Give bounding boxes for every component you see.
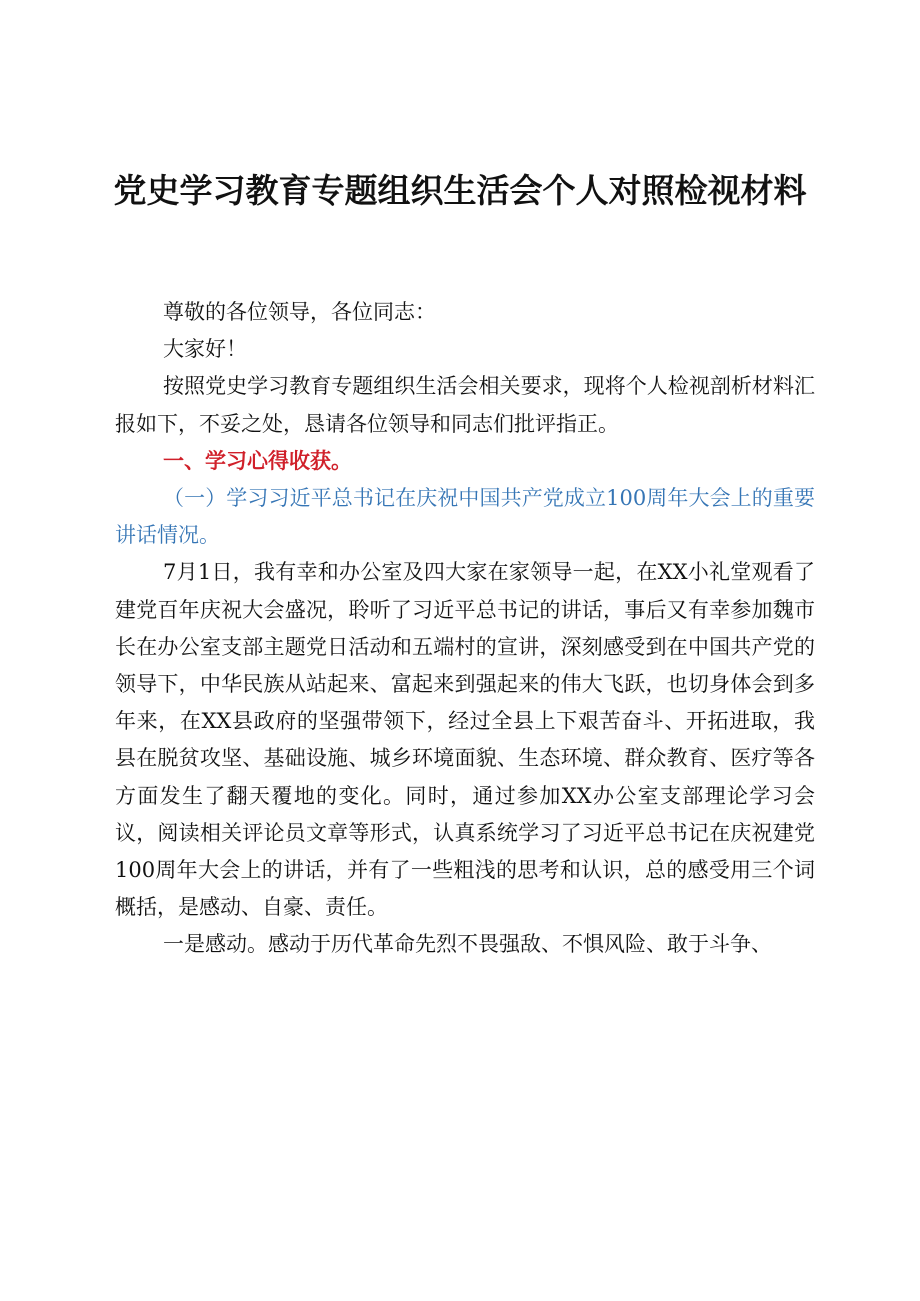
intro-paragraph: 按照党史学习教育专题组织生活会相关要求，现将个人检视剖析材料汇报如下，不妥之处，恳请各位领导和同志们批评指正。 bbox=[115, 374, 815, 436]
document-body bbox=[115, 294, 815, 964]
subsection-heading: （一）学习习近平总书记在庆祝中国共产党成立100周年大会上的重要讲话情况。 bbox=[115, 486, 815, 548]
body-paragraph: 7月1日，我有幸和办公室及四大家在家领导一起，在XX小礼堂观看了建党百年庆祝大会盛况，聆听了习近平总书记的讲话，事后又有幸参加魏市长在办公室支部主题党日活动和五端村的宣讲，深刻感受到在中国共产党的领导下，中华民族从站起来、富起来到强起来的伟大飞跃，也切身体会到多年来，在XX县政府的坚强带领下，经过全县上下艰苦奋斗、开拓进取，我县在脱贫攻坚、基础设施、城乡环境面貌、生态环境、群众教育、医疗等各方面发生了翻天覆地的变化。同时，通过参加XX办公室支部理论学习会议，阅读相关评论员文章等形式，认真系统学习了习近平总书记在庆祝建党100周年大会上的讲话，并有了一些粗浅的思考和认识，总的感受用三个词概括，是感动、自豪、责任。 bbox=[115, 560, 815, 920]
body-paragraph: 一是感动。感动于历代革命先烈不畏强敌、不惧风险、敢于斗争、 bbox=[163, 932, 772, 957]
salutation: 尊敬的各位领导，各位同志： bbox=[163, 300, 436, 324]
section-heading: 一、学习心得收获。 bbox=[163, 448, 352, 473]
greeting: 大家好！ bbox=[163, 337, 247, 362]
document-title: 党史学习教育专题组织生活会个人对照检视材料 bbox=[113, 171, 807, 210]
